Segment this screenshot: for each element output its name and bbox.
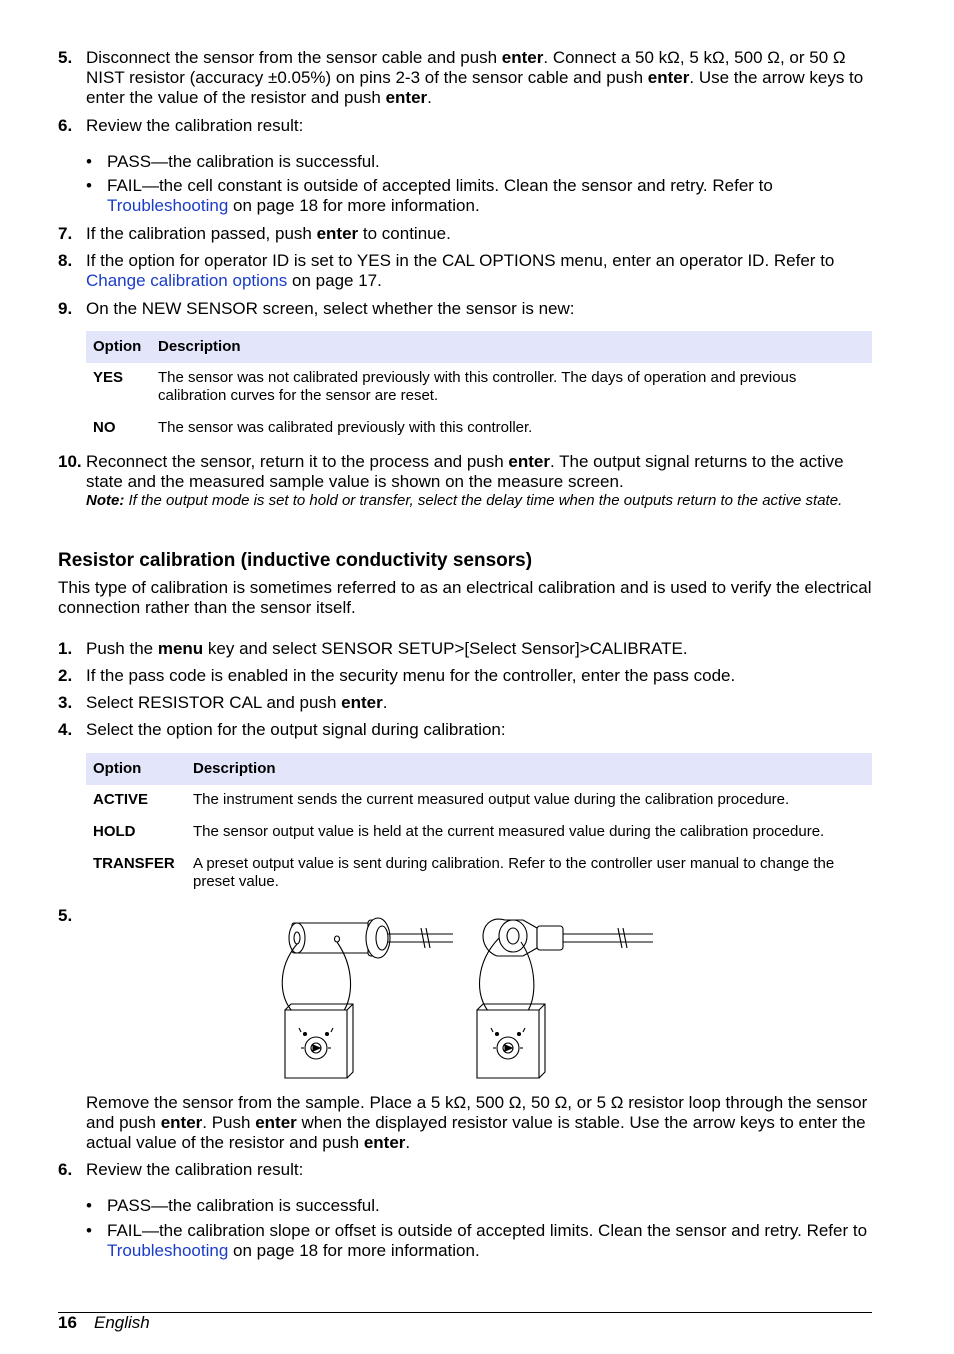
troubleshooting-link[interactable]: Troubleshooting bbox=[107, 196, 229, 215]
section-heading: Resistor calibration (inductive conductivity sensors) bbox=[58, 550, 533, 571]
step-number: 3. bbox=[58, 693, 73, 712]
step-6-text: Review the calibration result: bbox=[86, 1160, 304, 1179]
step-10-text: Reconnect the sensor, return it to the process and push enter. The output signal returns to the active state and the measured sample value is shown on the measure screen. bbox=[86, 452, 844, 491]
page-number: 16 bbox=[58, 1313, 77, 1332]
step-number: 9. bbox=[58, 299, 73, 318]
step-number: 5. bbox=[58, 48, 73, 67]
step-number: 7. bbox=[58, 224, 73, 243]
step-number: 1. bbox=[58, 639, 73, 658]
note: Note: If the output mode is set to hold or transfer, select the delay time when the outputs return to the active state. bbox=[86, 492, 843, 509]
footer-divider bbox=[58, 1312, 872, 1313]
table-row-key: ACTIVE bbox=[93, 791, 149, 808]
table-header-description: Description bbox=[193, 760, 276, 777]
table-row-value: The sensor output value is held at the current measured value during the calibration procedure. bbox=[193, 823, 825, 840]
table-row-value: A preset output value is sent during calibration. Refer to the controller user manual to change the preset value. bbox=[193, 855, 835, 890]
table-header-option: Option bbox=[93, 760, 142, 777]
step-number: 8. bbox=[58, 251, 73, 270]
step-number: 2. bbox=[58, 666, 73, 685]
step-5-text: Disconnect the sensor from the sensor cable and push enter. Connect a 50 kΩ, 5 kΩ, 500 Ω, or 50 Ω NIST resistor (accuracy ±0.05%) on pins 2-3 of the sensor cable and push enter. Use the arrow keys to enter the value of the resistor and push enter. bbox=[86, 48, 864, 107]
bullet-fail: FAIL—the calibration slope or offset is outside of accepted limits. Clean the sensor and retry. Refer to Troubleshooting on page 18 for more information. bbox=[107, 1221, 868, 1260]
step-number: 10. bbox=[58, 452, 82, 471]
change-calibration-options-link[interactable]: Change calibration options bbox=[86, 271, 288, 290]
step-5-text: Remove the sensor from the sample. Place a 5 kΩ, 500 Ω, 50 Ω, or 5 Ω resistor loop through the sensor and push enter. Push enter when the displayed resistor value is stable. Use the arrow keys to enter the actual value of the resistor and push enter. bbox=[86, 1093, 868, 1152]
bullet-icon: • bbox=[86, 1196, 92, 1215]
section-intro: This type of calibration is sometimes referred to as an electrical calibration and is used to verify the electrical connection rather than the sensor itself. bbox=[58, 578, 872, 617]
troubleshooting-link[interactable]: Troubleshooting bbox=[107, 1241, 229, 1260]
footer-language: English bbox=[94, 1313, 150, 1332]
table-row-value: The sensor was calibrated previously with this controller. bbox=[158, 419, 533, 436]
table-header-description: Description bbox=[158, 338, 241, 355]
bullet-icon: • bbox=[86, 176, 92, 195]
table-row-key: NO bbox=[93, 419, 116, 436]
step-9-text: On the NEW SENSOR screen, select whether the sensor is new: bbox=[86, 299, 575, 318]
resistor-loop-illustration bbox=[275, 908, 665, 1083]
sensor-left-drawing bbox=[282, 918, 453, 1078]
step-number: 6. bbox=[58, 1160, 73, 1179]
step-8-text: If the option for operator ID is set to YES in the CAL OPTIONS menu, enter an operator ID. Refer to Change calibration options on page 17. bbox=[86, 251, 835, 290]
table-row-key: HOLD bbox=[93, 823, 136, 840]
step-number: 6. bbox=[58, 116, 73, 135]
table-row-key: TRANSFER bbox=[93, 855, 175, 872]
table-row-key: YES bbox=[93, 369, 124, 386]
step-4-text: Select the option for the output signal during calibration: bbox=[86, 720, 506, 739]
bullet-icon: • bbox=[86, 152, 92, 171]
table-row-value: The instrument sends the current measured output value during the calibration procedure. bbox=[193, 791, 790, 808]
table-header-option: Option bbox=[93, 338, 142, 355]
step-number: 5. bbox=[58, 906, 73, 925]
step-number: 4. bbox=[58, 720, 73, 739]
bullet-pass: PASS—the calibration is successful. bbox=[107, 152, 380, 171]
bullet-pass: PASS—the calibration is successful. bbox=[107, 1196, 380, 1215]
step-7-text: If the calibration passed, push enter to continue. bbox=[86, 224, 451, 243]
step-3-text: Select RESISTOR CAL and push enter. bbox=[86, 693, 388, 712]
step-6-text: Review the calibration result: bbox=[86, 116, 304, 135]
bullet-icon: • bbox=[86, 1221, 92, 1240]
step-1-text: Push the menu key and select SENSOR SETUP>[Select Sensor]>CALIBRATE. bbox=[86, 639, 688, 658]
table-row-value: The sensor was not calibrated previously with this controller. The days of operation and previous calibration curves for the sensor are reset. bbox=[158, 369, 797, 404]
bullet-fail: FAIL—the cell constant is outside of accepted limits. Clean the sensor and retry. Refer to Troubleshooting on page 18 for more information. bbox=[107, 176, 773, 215]
step-2-text: If the pass code is enabled in the security menu for the controller, enter the pass code. bbox=[86, 666, 736, 685]
sensor-right-drawing bbox=[477, 919, 653, 1078]
